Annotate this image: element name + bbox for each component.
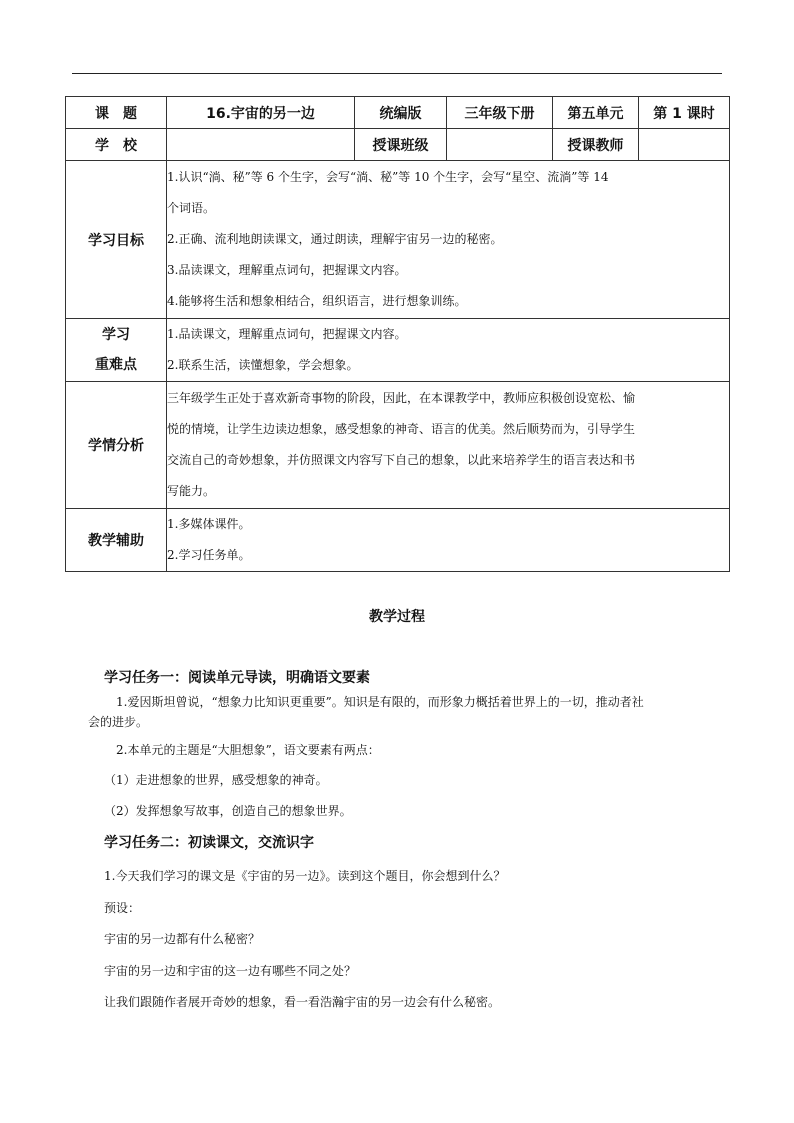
school-label: 学 校 bbox=[66, 129, 167, 161]
aid-line: 1.多媒体课件。 bbox=[167, 517, 251, 531]
process-title: 教学过程 bbox=[369, 609, 425, 625]
edition: 统编版 bbox=[355, 97, 447, 129]
task2-p2: 预设： bbox=[104, 901, 141, 915]
key-point-line: 1.品读课文，理解重点词句，把握课文内容。 bbox=[167, 327, 407, 341]
task2-p3: 宇宙的另一边都有什么秘密？ bbox=[104, 932, 261, 946]
analysis-label: 学情分析 bbox=[66, 382, 167, 509]
analysis-line: 悦的情境，让学生边读边想象，感受想象的神奇、语言的优美。然后顺势而为，引导学生 bbox=[167, 422, 636, 436]
analysis-line: 三年级学生正处于喜欢新奇事物的阶段，因此，在本课教学中，教师应积极创设宽松、愉 bbox=[167, 391, 636, 405]
task2-heading: 学习任务二：初读课文，交流识字 bbox=[104, 835, 314, 851]
grade: 三年级下册 bbox=[447, 97, 553, 129]
aids-content bbox=[167, 509, 730, 572]
table-row bbox=[66, 129, 730, 161]
task2-p1: 1.今天我们学习的课文是《宇宙的另一边》。读到这个题目，你会想到什么？ bbox=[104, 869, 506, 883]
table-row bbox=[66, 161, 730, 319]
class-label: 授课班级 bbox=[355, 129, 447, 161]
school-value bbox=[167, 129, 355, 161]
goal-line: 1.认识“淌、秘”等 6 个生字，会写“淌、秘”等 10 个生字，会写“星空、流淌”等 14 bbox=[167, 170, 609, 184]
lesson-info-table bbox=[65, 96, 730, 572]
table-row bbox=[66, 382, 730, 509]
key-points-label bbox=[66, 319, 167, 382]
goals-label: 学习目标 bbox=[66, 161, 167, 319]
key-points-label-line2: 重难点 bbox=[95, 357, 137, 373]
goal-line: 4.能够将生活和想象相结合，组织语言，进行想象训练。 bbox=[167, 294, 467, 308]
teacher-label: 授课教师 bbox=[553, 129, 639, 161]
task1-heading: 学习任务一：阅读单元导读，明确语文要素 bbox=[104, 670, 370, 686]
analysis-line: 交流自己的奇妙想象，并仿照课文内容写下自己的想象，以此来培养学生的语言表达和书 bbox=[167, 453, 636, 467]
goal-line: 2.正确、流利地朗读课文，通过朗读，理解宇宙另一边的秘密。 bbox=[167, 232, 503, 246]
table-row bbox=[66, 97, 730, 129]
key-point-line: 2.联系生活，读懂想象，学会想象。 bbox=[167, 358, 359, 372]
lesson-title: 16.宇宙的另一边 bbox=[167, 97, 355, 129]
task2-p5: 让我们跟随作者展开奇妙的想象，看一看浩瀚宇宙的另一边会有什么秘密。 bbox=[104, 995, 501, 1009]
key-points-content bbox=[167, 319, 730, 382]
aids-label: 教学辅助 bbox=[66, 509, 167, 572]
task1-p1-line1: 1.爱因斯坦曾说，“想象力比知识更重要”。知识是有限的，而形象力概括着世界上的一切，推动者社 bbox=[116, 695, 644, 709]
class-value bbox=[447, 129, 553, 161]
task1-p4: （2）发挥想象写故事，创造自己的想象世界。 bbox=[104, 804, 352, 818]
goal-line: 3.品读课文，理解重点词句，把握课文内容。 bbox=[167, 263, 407, 277]
task1-p3: （1）走进想象的世界，感受想象的神奇。 bbox=[104, 773, 328, 787]
goal-line: 个词语。 bbox=[167, 201, 216, 215]
unit: 第五单元 bbox=[553, 97, 639, 129]
aid-line: 2.学习任务单。 bbox=[167, 548, 251, 562]
period: 第 1 课时 bbox=[639, 97, 730, 129]
task2-p4: 宇宙的另一边和宇宙的这一边有哪些不同之处？ bbox=[104, 964, 357, 978]
topic-label: 课 题 bbox=[66, 97, 167, 129]
task1-p2: 2.本单元的主题是“大胆想象”，语文要素有两点： bbox=[116, 743, 380, 757]
analysis-line: 写能力。 bbox=[167, 484, 216, 498]
table-row bbox=[66, 509, 730, 572]
teacher-value bbox=[639, 129, 730, 161]
analysis-content bbox=[167, 382, 730, 509]
key-points-label-line1: 学习 bbox=[102, 327, 130, 343]
goals-content bbox=[167, 161, 730, 319]
task1-p1-line2: 会的进步。 bbox=[88, 715, 149, 729]
header-rule bbox=[72, 73, 722, 74]
table-row bbox=[66, 319, 730, 382]
